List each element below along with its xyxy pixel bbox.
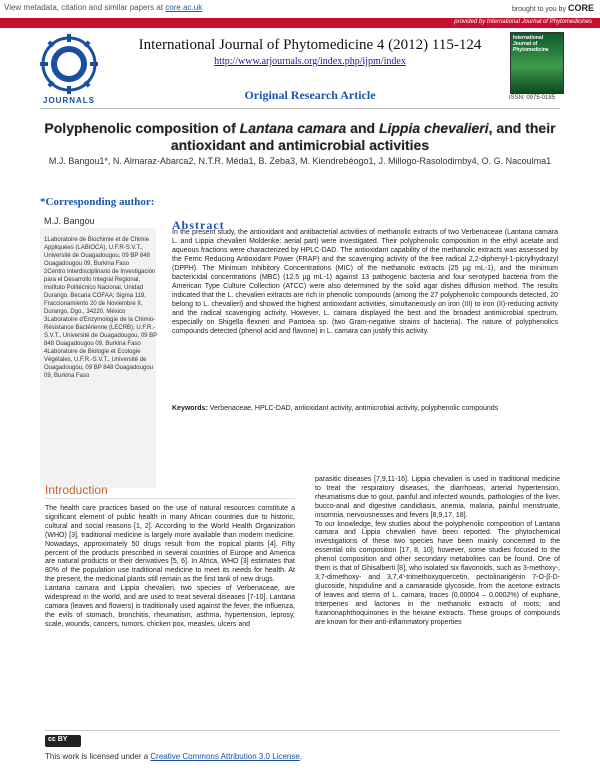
keywords-label: Keywords:: [172, 405, 208, 412]
journal-url-link[interactable]: http://www.arjournals.org/index.php/ijpm/index: [214, 56, 406, 67]
affiliation-item: 2Centro Interdisciplinario de Investigación para el Desarrollo Integral Regional, Instituto Politécnico Nacional, Unidad Durango. Becaria COFAA; Sigma 119, Fraccionamiento 20 de Noviembre II, Durango, Dgo., 34220, México: [44, 269, 156, 315]
body-column-left: [45, 505, 295, 630]
affiliation-item: 3Laboratoire d'Enzymologie de la Chimio-Résistance Bactérienne (LECRB), U.F.R.-S.V.T., Université de Ouagadougou, 09 BP 848 Ouagadougou 09, Burkina Faso: [44, 317, 158, 347]
cc-license-icon[interactable]: [45, 735, 81, 747]
header-divider: [40, 108, 560, 109]
paragraph: The health care practices based on the use of natural resources constitute a significant element of public health in many African countries due to historic, cultural and social reasons [1, 2]. According to the World Health Organization (WHO) [3], traditional medicine is largely more available than modern medicine. Nowadays, approximately 50 drugs result from the tropical plants [4]. Fifty percent of the products prescribed in several countries of Europe and America are natural products or their derivatives [5, 6]. In Africa, WHO [3] estimates that 80% of the population use traditional medicine to meet its needs for health. At the present, the medicinal plants still remain as the first tank of new drugs.: [45, 505, 295, 584]
affiliation-list: [44, 236, 162, 380]
author-list: M.J. Bangou1*, N. Almaraz-Abarca2, N.T.R. Méda1, B. Zeba3, M. Kiendrebéogo1, J. Millogo-Rasolodimby4, O. G. Nacoulma1: [48, 156, 552, 166]
body-column-right: [315, 476, 560, 627]
journal-title: International Journal of Phytomedicine 4 (2012) 115-124: [138, 37, 482, 53]
paragraph: Lantana camara and Lippia chevalieri, two species of Verbenaceae, are widespread in the world, and are used to treat several diseases [7-10]. Lantana camara (leaves and flowers) is traditionally used against the fever, the influenza, the evils of stomach, bronchitis, rheumatism, asthma, hypertension, leprosy, scale, wounds, cancers, tumors, chicken pox, measles, ulcers and: [45, 585, 295, 628]
keywords-list: Verbenaceae, HPLC-DAD, antioxidant activity, antimicrobial activity, polyphenolic compounds: [207, 405, 499, 412]
issn: ISSN: 0975-0185: [509, 95, 556, 101]
introduction-heading: Introduction: [45, 483, 108, 497]
keywords: [172, 404, 558, 413]
abstract-text: In the present study, the antioxidant and antibacterial activities of methanolic extracts of two Verbenaceae (Lantana camara L. and Lippia chevalieri Moldenke: aerial part) were investigated. Their polyphenolic composition in the ethyl acetate and aqueous fractions were characterized by HPLC-DAD. The antioxidant capability of the methanolic extracts was assessed by the Ferric Reducing Antioxidant Power (FRAP) and the scavenging activity of the free radical 2,2-diphenyl-1-picrylhydrazyl (DPPH). The Minimum Inhibitory Concentrations (MIC) of the methanolic extracts (25 µg mL-1), and the minimum bactericidal concentrations (MBC) (12.5 µg mL-1) against 13 pathogenic bacteria and four serotyped bacteria from the American Type Culture Collection (ATCC) were also determined by the solid agar dishes diffusion method. The results indicated that the L. chevalieri extracts are rich in phenolic compounds (among the 27 polyphenolic compounds detected, 20 belong to L. chevalieri) and showed the highest antioxidant activities, simultaneously on iron (III) to iron (II)-reducing activity and the radical scavenging activity. However, L. camara displayed the best and the broadest antimicrobial spectrum, especially on Shigella flexneri and Pantoea sp. (two Gram-negative strains of bacteria). The nature of polyphenolics compounds detected (phenol acid and flavone) in L. camara can justify this activity.: [172, 229, 558, 335]
brought-text: brought to you by: [511, 6, 567, 13]
abstract-heading: Abstract: [172, 218, 225, 232]
license-suffix: .: [299, 752, 303, 761]
license-text: [45, 752, 302, 761]
paper-title: [40, 120, 560, 154]
footer-divider: [45, 730, 560, 731]
title-species-1: Lantana camara: [239, 120, 347, 136]
affiliation-item: 1Laboratoire de Biochimie et de Chimie Appliquées (LABIOCA), U.F.R-S.V.T., Université de Ouagadougou, 09 BP 848 Ouagadougou 09, Burkina Faso: [44, 237, 150, 267]
affiliation-item: 4Laboratoire de Biologie et Ecologie Végétales, U.F.R.-S.V.T., Université de Ouagadougou, 09 BP 848 Ouagadougou 09, Burkina Faso: [44, 349, 153, 379]
paragraph: To our knowledge, few studies about the polyphenolic composition of Lantana camara and Lippia chevalieri have been reported. The phytochemical investigations of these two species have been mainly concerned to the essential oils composition [17, 8, 10]; however, some studies focused to the phenol composition and other secondary metabolites can be found. One of them is that of Ghisalberti [8], who isolated six flavonoids, such as 3-methoxy-, 3,7-dimethoxy- and 3,7,4'-trimethoxyquercetin, pectolinarigénin 7-O-β-D-glucoside, hispiduline and a camaraside glycoside, from the acetone extracts of leaves and stems of L. camara, traces (0.00004 – 0.0002%) of euphane, triterpenes and lactones in the methanolic extracts of roots; and furanonaphthoquinones in the hexane extracts. These groups of compounds are known for their anti-inflammatory properties: [315, 520, 560, 626]
core-prefix: View metadata, citation and similar papers at: [4, 3, 164, 12]
title-part-2: and: [346, 120, 379, 136]
license-link[interactable]: Creative Commons Attribution 3.0 License: [150, 752, 300, 761]
license-prefix: This work is licensed under a: [45, 752, 151, 761]
provider-bar: [0, 18, 600, 28]
core-logo: CORE: [567, 3, 594, 13]
core-badge[interactable]: [512, 3, 594, 13]
article-type: Original Research Article: [244, 88, 376, 102]
title-part-1: Polyphenolic composition of: [44, 120, 240, 136]
core-link[interactable]: core.ac.uk: [165, 3, 203, 12]
corresponding-heading: *Corresponding author:: [40, 196, 155, 208]
core-metadata-link[interactable]: [4, 3, 202, 12]
journal-url[interactable]: [100, 56, 520, 67]
cover-title: International Journal of Phytomedicine: [513, 35, 549, 53]
provider-text: provided by International Journal of Phytomedicines: [454, 19, 592, 25]
corresponding-name: M.J. Bangou: [44, 216, 95, 226]
introduction-divider: [45, 498, 295, 499]
title-part-3: , and their antioxidant and antimicrobial activities: [170, 120, 556, 153]
logo-text: JOURNALS: [43, 96, 96, 105]
title-species-2: Lippia chevalieri: [378, 120, 489, 136]
cc-label: cc BY: [48, 736, 68, 743]
paragraph: parasitic diseases [7,9,11-16]. Lippia chevalieri is used in traditional medicine to treat the respiratory diseases, the diarrhoeas, arterial hypertension, rheumatisms due to gout, painful and infected wounds, pathologies of the liver, bucco-anal and digestive candidiasis, anemia, malaria, painful menstruate, insomnia, nervousnesses and fevers [8,9,17, 18].: [315, 476, 560, 519]
